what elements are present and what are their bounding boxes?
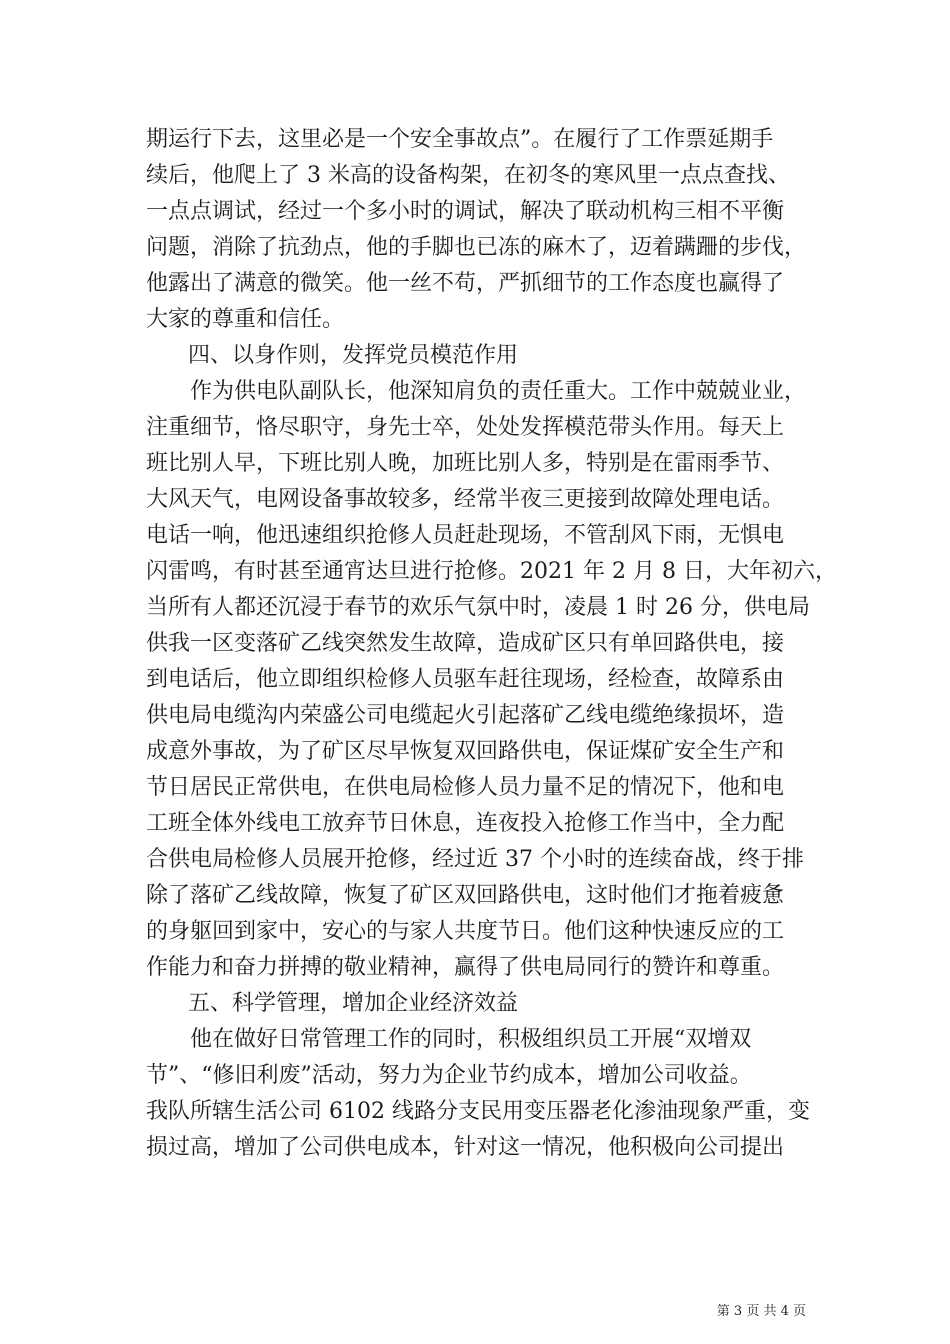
body-line: 电话一响，他迅速组织抢修人员赶赴现场，不管刮风下雨，无惧电 xyxy=(146,523,785,548)
body-line: 到电话后，他立即组织检修人员驱车赶往现场，经检查，故障系由 xyxy=(146,667,785,692)
body-line: 问题，消除了抗劲点，他的手脚也已冻的麻木了，迈着蹒跚的步伐， xyxy=(146,235,807,260)
body-line: 工班全体外线电工放弃节日休息，连夜投入抢修工作当中，全力配 xyxy=(146,811,785,836)
paragraph-first-line: 他在做好日常管理工作的同时，积极组织员工开展“双增双 xyxy=(190,1027,752,1052)
body-line: 期运行下去，这里必是一个安全事故点”。在履行了工作票延期手 xyxy=(146,127,774,152)
body-line: 闪雷鸣，有时甚至通宵达旦进行抢修。2021 年 2 月 8 日，大年初六， xyxy=(146,559,837,584)
body-line: 一点点调试，经过一个多小时的调试，解决了联动机构三相不平衡 xyxy=(146,199,785,224)
page-number-footer: 第 3 页 共 4 页 xyxy=(716,1304,806,1319)
body-line: 损过高，增加了公司供电成本，针对这一情况，他积极向公司提出 xyxy=(146,1135,785,1160)
body-line: 成意外事故，为了矿区尽早恢复双回路供电，保证煤矿安全生产和 xyxy=(146,739,785,764)
body-line: 供电局电缆沟内荣盛公司电缆起火引起落矿乙线电缆绝缘损坏，造 xyxy=(146,703,785,728)
body-line: 当所有人都还沉浸于春节的欢乐气氛中时，凌晨 1 时 26 分，供电局 xyxy=(146,595,810,620)
body-line: 注重细节，恪尽职守，身先士卒，处处发挥模范带头作用。每天上 xyxy=(146,415,785,440)
body-line: 合供电局检修人员展开抢修，经过近 37 个小时的连续奋战，终于排 xyxy=(146,847,804,872)
body-line: 大风天气，电网设备事故较多，经常半夜三更接到故障处理电话。 xyxy=(146,487,785,512)
body-line: 除了落矿乙线故障，恢复了矿区双回路供电，这时他们才拖着疲惫 xyxy=(146,883,785,908)
body-line: 作能力和奋力拼搏的敬业精神，赢得了供电局同行的赞许和尊重。 xyxy=(146,955,785,980)
body-line: 节日居民正常供电，在供电局检修人员力量不足的情况下，他和电 xyxy=(146,775,785,800)
body-line: 班比别人早，下班比别人晚，加班比别人多，特别是在雷雨季节、 xyxy=(146,451,785,476)
body-line: 的身躯回到家中，安心的与家人共度节日。他们这种快速反应的工 xyxy=(146,919,785,944)
body-line: 供我一区变落矿乙线突然发生故障，造成矿区只有单回路供电，接 xyxy=(146,631,785,656)
body-line: 节”、“修旧利废”活动，努力为企业节约成本，增加公司收益。 xyxy=(146,1063,752,1088)
body-line: 续后，他爬上了 3 米高的设备构架，在初冬的寒风里一点点查找、 xyxy=(146,163,790,188)
body-line: 大家的尊重和信任。 xyxy=(146,307,345,332)
section-heading: 五、科学管理，增加企业经济效益 xyxy=(188,991,519,1016)
body-line: 他露出了满意的微笑。他一丝不苟，严抓细节的工作态度也赢得了 xyxy=(146,271,785,296)
paragraph-first-line: 作为供电队副队长，他深知肩负的责任重大。工作中兢兢业业， xyxy=(190,379,807,404)
body-line: 我队所辖生活公司 6102 线路分支民用变压器老化渗油现象严重，变 xyxy=(146,1099,810,1124)
section-heading: 四、以身作则，发挥党员模范作用 xyxy=(188,343,519,368)
